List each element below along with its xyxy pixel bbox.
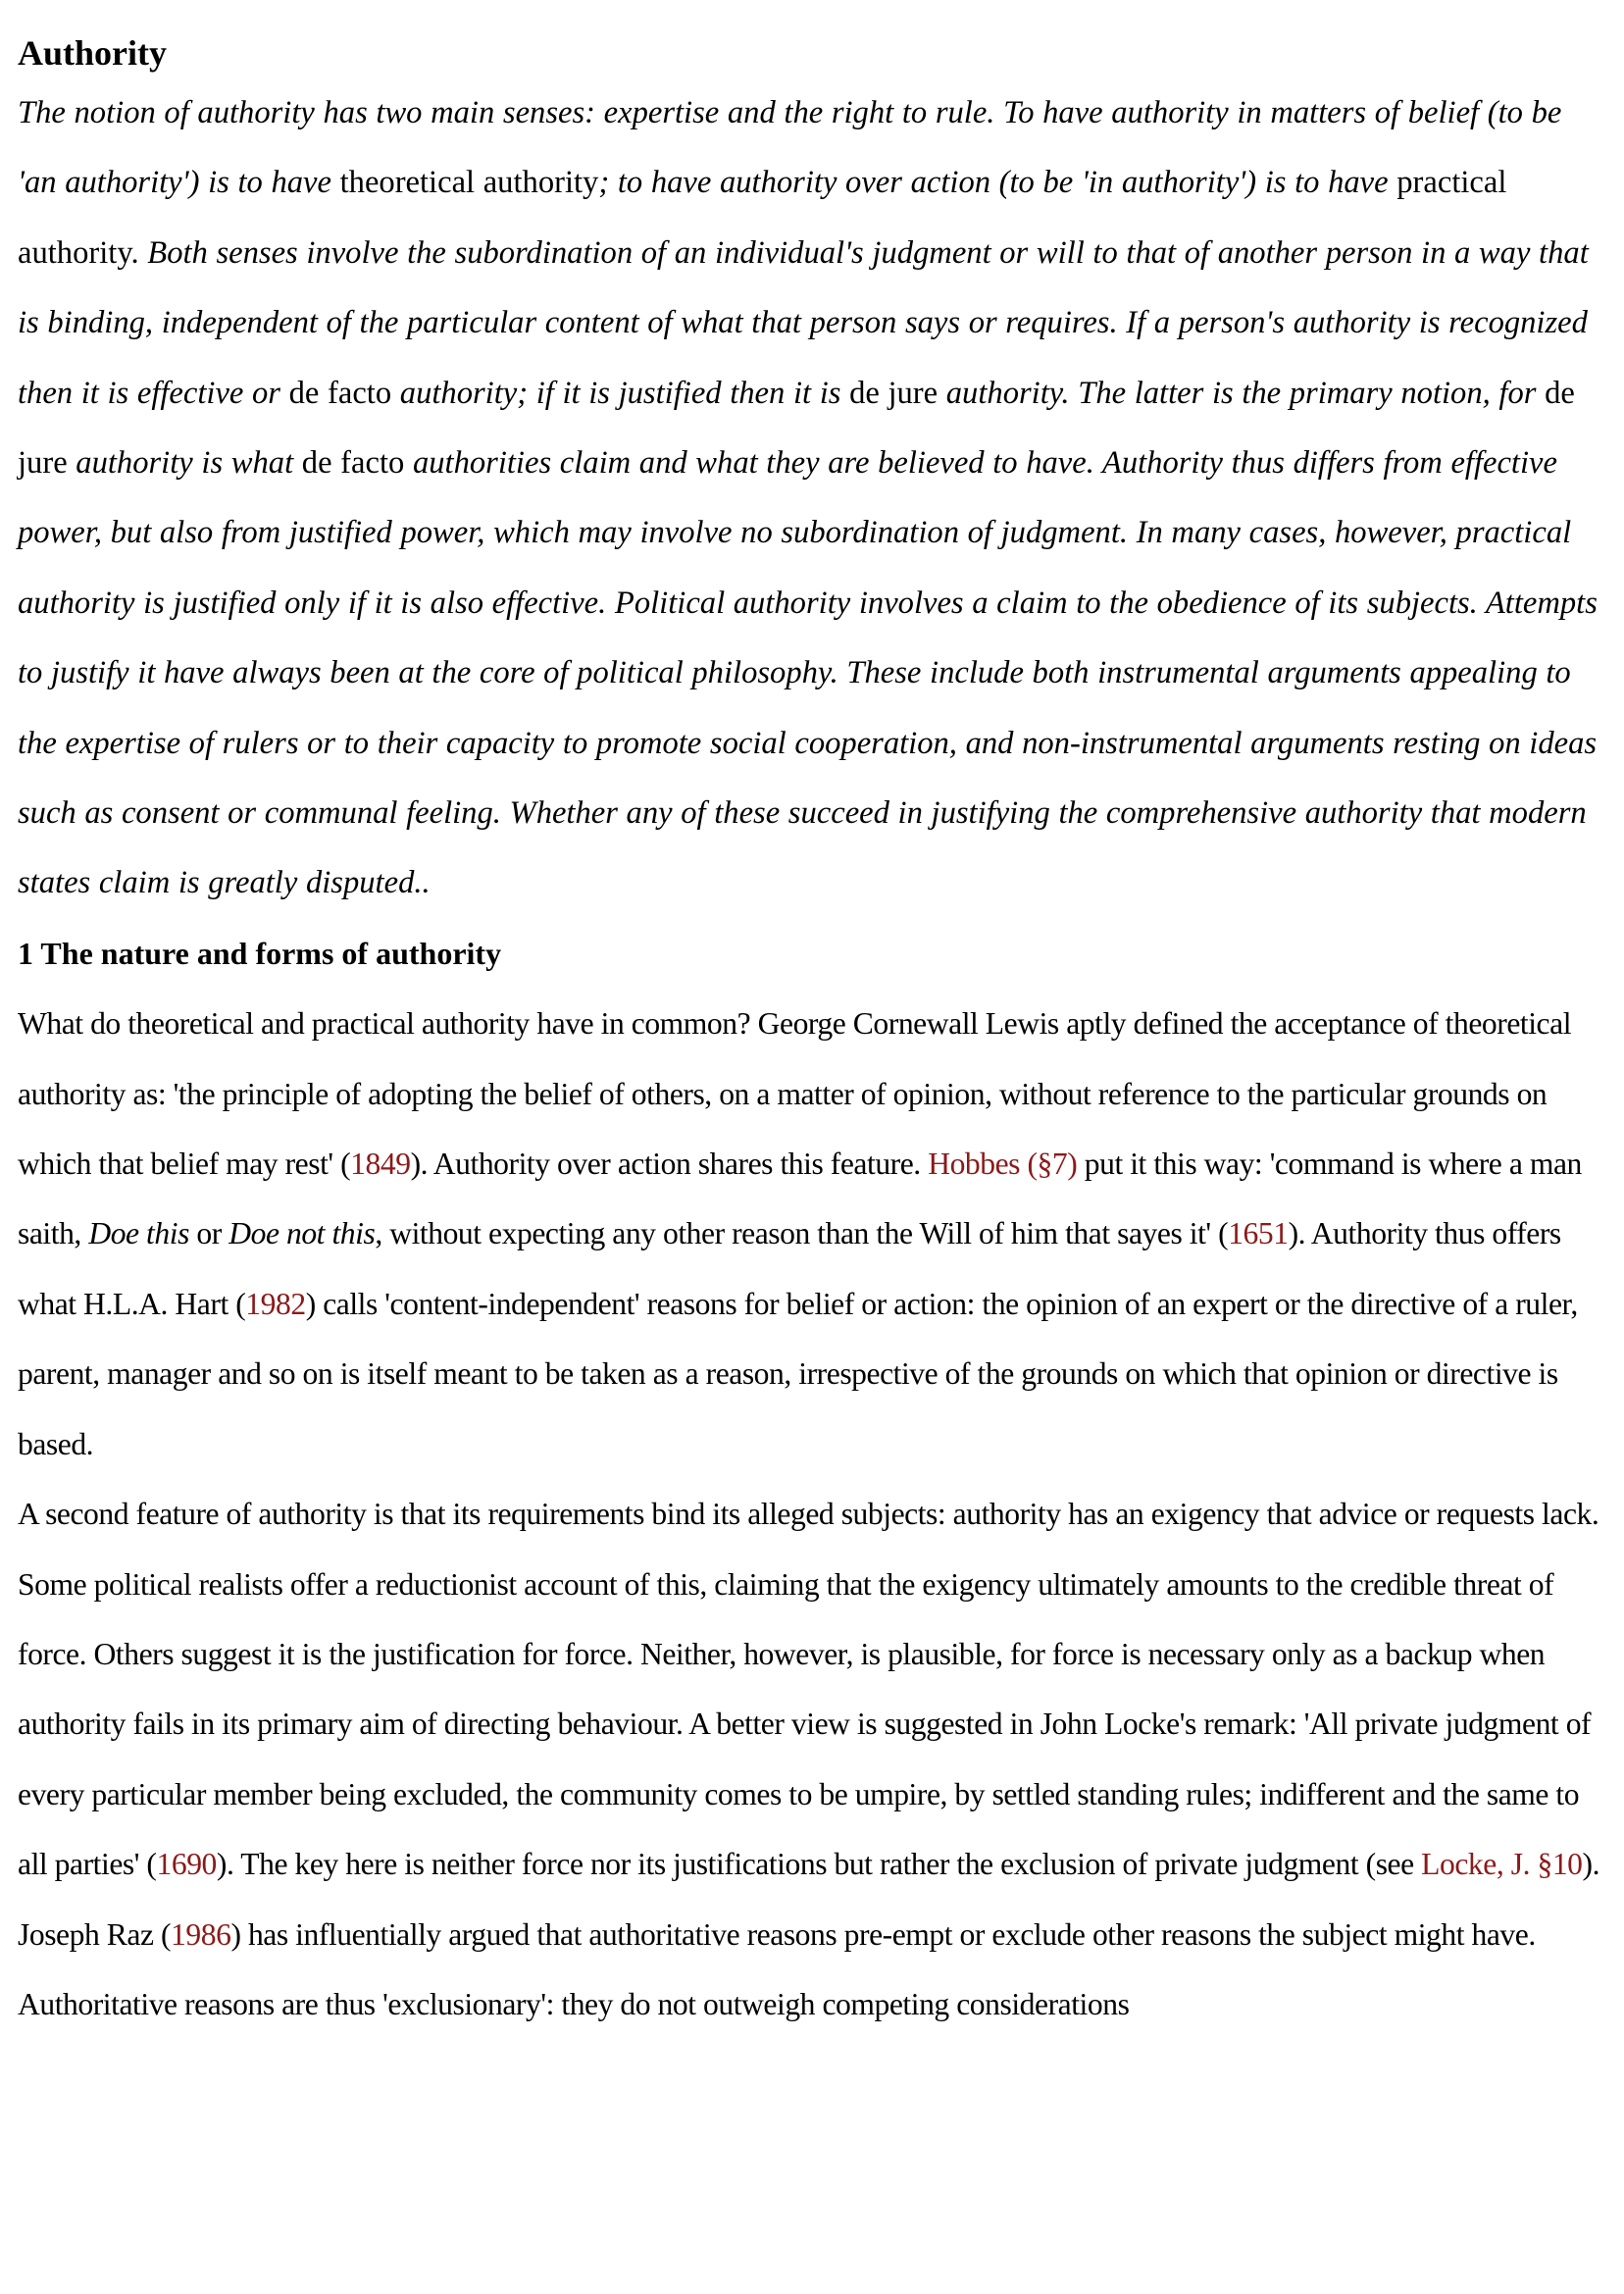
term-de-jure: de jure xyxy=(849,375,939,411)
abstract-text: ; to have authority over action (to be 'in authority') is to have xyxy=(598,165,1397,201)
body-text: What do theoretical and practical authority have in common? George Cornewall Lewis aptly defined the acceptance of theoretical authority as: 'the principle of adopting the belief of others, on a matter of opinion, without reference to the particular grounds on which that belief may rest' ( xyxy=(18,1006,1572,1182)
body-text: ). Authority over action shares this feature. xyxy=(410,1147,929,1182)
body-text: ) calls 'content-independent' reasons for belief or action: the opinion of an expert or the directive of a ruler, parent, manager and so on is itself meant to be taken as a reason, irrespective of the grounds on which that opinion or directive is based. xyxy=(18,1286,1578,1461)
body-text: ). The key here is neither force nor its justifications but rather the exclusion of private judgment (see xyxy=(216,1847,1422,1882)
abstract-text: authorities claim and what they are believed to have. Authority thus differs from effective power, but also from justified power, which may involve no subordination of judgment. In many cases, however, practical authority is justified only if it is also effective. Political authority involves a claim to the obedience of its subjects. Attempts to justify it have always been at the core of political philosophy. These include both instrumental arguments appealing to the expertise of rulers or to their capacity to promote social cooperation, and non-instrumental arguments resting on ideas such as consent or communal feeling. Whether any of these succeed in justifying the comprehensive authority that modern states claim is greatly disputed.. xyxy=(18,445,1598,901)
body-text: ) has influentially argued that authoritative reasons pre-empt or exclude other reasons the subject might have. Authoritative reasons are thus 'exclusionary': they do not outweigh competing considerations xyxy=(18,1916,1536,2021)
body-text: ). Joseph Raz ( xyxy=(18,1847,1600,1952)
body-paragraph-1 xyxy=(18,989,1606,1479)
abstract-paragraph xyxy=(18,78,1606,919)
cross-reference-link-locke[interactable]: Locke, J. §10 xyxy=(1421,1847,1583,1882)
abstract-text: The notion of authority has two main senses: expertise and the right to rule. To have authority in matters of belief (to be 'an authority') is to have xyxy=(18,95,1562,201)
citation-link-1651[interactable]: 1651 xyxy=(1228,1216,1289,1251)
cross-reference-link-hobbes[interactable]: Hobbes (§7) xyxy=(928,1147,1078,1182)
body-text: put it this way: 'command is where a man saith, xyxy=(18,1147,1582,1251)
term-practical-authority: practical authority. xyxy=(18,165,1507,271)
quote-doe-this: Doe this xyxy=(88,1216,189,1251)
abstract-text: Both senses involve the subordination of an individual's judgment or will to that of another person in a way that is binding, independent of the particular content of what that person says or requires. If a person's authority is recognized then it is effective or xyxy=(18,234,1589,411)
citation-link-1986[interactable]: 1986 xyxy=(171,1916,231,1952)
body-paragraph-2 xyxy=(18,1479,1606,2039)
abstract-text: authority is what xyxy=(67,445,302,482)
abstract-text: authority. The latter is the primary notion, for xyxy=(938,375,1546,411)
body-text: , without expecting any other reason than the Will of him that sayes it' ( xyxy=(375,1216,1229,1251)
body-text: A second feature of authority is that its requirements bind its alleged subjects: authority has an exigency that advice or requests lack. Some political realists offer a reductionist account of this, claiming that the exigency ultimately amounts to the credible threat of force. Others suggest it is the justification for force. Neither, however, is plausible, for force is necessary only as a backup when authority fails in its primary aim of directing behaviour. A better view is suggested in John Locke's remark: 'All private judgment of every particular member being excluded, the community comes to be umpire, by settled standing rules; indifferent and the same to all parties' ( xyxy=(18,1497,1599,1882)
abstract-text: authority; if it is justified then it is xyxy=(391,375,850,411)
term-theoretical-authority: theoretical authority xyxy=(339,165,599,201)
section-heading: 1 The nature and forms of authority xyxy=(18,935,502,971)
citation-link-1849[interactable]: 1849 xyxy=(350,1147,411,1182)
page-title: Authority xyxy=(18,33,167,73)
citation-link-1982[interactable]: 1982 xyxy=(245,1286,306,1321)
document-page xyxy=(18,0,1606,2039)
body-text: or xyxy=(188,1216,229,1251)
term-de-facto: de facto xyxy=(301,445,405,482)
term-de-jure: de jure xyxy=(18,375,1575,482)
term-de-facto: de facto xyxy=(288,375,392,411)
body-text: ). Authority thus offers what H.L.A. Hart ( xyxy=(18,1216,1561,1321)
quote-doe-not-this: Doe not this xyxy=(228,1216,376,1251)
citation-link-1690[interactable]: 1690 xyxy=(156,1847,217,1882)
